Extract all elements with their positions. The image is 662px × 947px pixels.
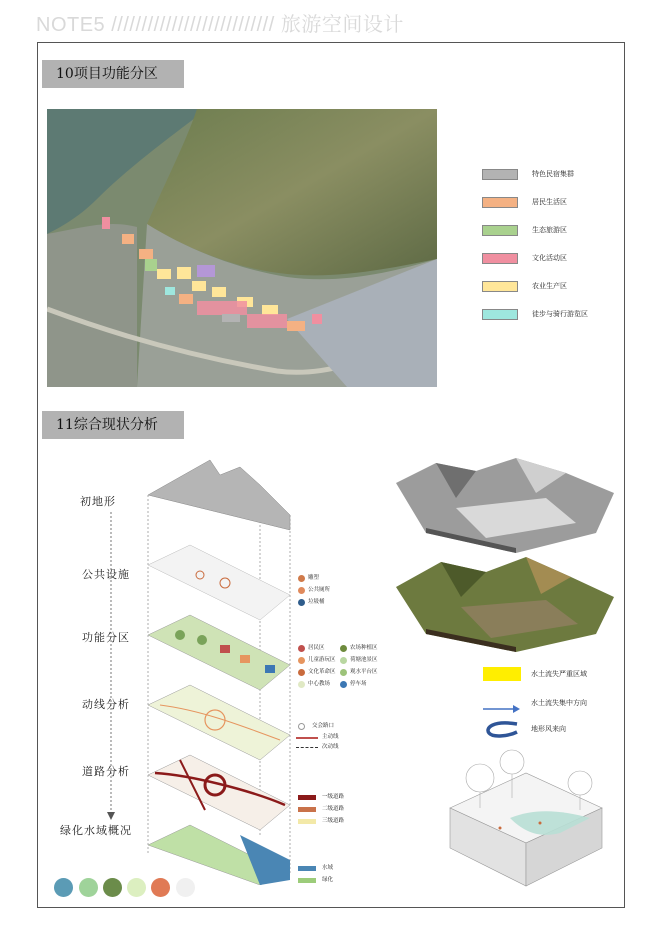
section-title-site-analysis: 11综合现状分析: [42, 411, 184, 439]
legend-label: 垃圾桶: [308, 599, 325, 605]
legend-label: 儿童游玩区: [308, 657, 336, 663]
palette-swatch: [151, 878, 170, 897]
legend-swatch: [482, 197, 518, 208]
section-title-functional-zoning: 10项目功能分区: [42, 60, 184, 88]
legend-label: 农场种植区: [350, 645, 378, 651]
palette-swatch: [127, 878, 146, 897]
legend-label: 停车场: [350, 681, 367, 687]
layer-label-roads: 道路分析: [82, 765, 130, 778]
erosion-direction-arrow-icon: [483, 699, 521, 709]
legend-label: 文化革命区: [308, 669, 336, 675]
legend-dot: [298, 645, 305, 652]
terrain-model-grayscale: [396, 453, 614, 553]
legend-dot: [298, 669, 305, 676]
layer-sequence-arrow: [107, 512, 115, 822]
layer-zones: [148, 615, 290, 690]
palette-swatch: [79, 878, 98, 897]
legend-label: 二级道路: [322, 806, 345, 812]
legend-swatch: [482, 309, 518, 320]
legend-label: 水土流失严重区域: [531, 670, 587, 678]
legend-label: 特色民宿集群: [532, 170, 574, 178]
legend-dot: [340, 681, 347, 688]
isometric-landscape-sketch: [440, 748, 612, 896]
severe-erosion-swatch: [483, 667, 521, 681]
legend-swatch: [482, 169, 518, 180]
palette-swatch: [103, 878, 122, 897]
legend-label: 文化活动区: [532, 254, 567, 262]
legend-label: 一级道路: [322, 794, 345, 800]
junction-icon: [298, 723, 305, 730]
legend-bar: [298, 866, 316, 871]
legend-swatch: [482, 253, 518, 264]
legend-label: 雕塑: [308, 575, 320, 581]
legend-label: 农业生产区: [532, 282, 567, 290]
legend-swatch: [482, 225, 518, 236]
legend-label: 中心教场: [308, 681, 331, 687]
legend-label: 居民生活区: [532, 198, 567, 206]
layer-terrain: [148, 460, 290, 530]
legend-dot: [298, 575, 305, 582]
legend-label: 次动线: [322, 744, 339, 750]
layer-label-circulation: 动线分析: [82, 698, 130, 711]
legend-label: 三级道路: [322, 818, 345, 824]
legend-dot: [298, 681, 305, 688]
legend-label: 荷塘池景区: [350, 657, 378, 663]
palette-swatch: [176, 878, 195, 897]
layer-facilities: [148, 545, 290, 620]
main-route-arrow-icon: [296, 737, 318, 739]
terrain-model-color: [396, 552, 614, 652]
layer-label-zones: 功能分区: [82, 631, 130, 644]
layer-stack-diagram: [140, 455, 300, 885]
page-header: NOTE5 /////////////////////////// 旅游空间设计: [36, 14, 404, 36]
legend-label: 地形风来向: [531, 725, 566, 733]
legend-bar: [298, 878, 316, 883]
legend-label: 生态旅游区: [532, 226, 567, 234]
legend-label: 水土流失集中方向: [531, 699, 587, 707]
legend-dot: [298, 657, 305, 664]
legend-dot: [340, 645, 347, 652]
legend-dot: [340, 657, 347, 664]
wind-direction-arrow-icon: [483, 720, 521, 738]
legend-bar: [298, 807, 316, 812]
layer-circulation: [148, 685, 290, 760]
palette-swatch: [54, 878, 73, 897]
legend-bar: [298, 795, 316, 800]
legend-dot: [340, 669, 347, 676]
legend-label: 居民区: [308, 645, 325, 651]
secondary-route-arrow-icon: [296, 747, 318, 748]
legend-dot: [298, 587, 305, 594]
legend-swatch: [482, 281, 518, 292]
layer-label-terrain: 初地形: [80, 495, 116, 508]
aerial-map-image: [47, 109, 437, 387]
legend-bar: [298, 819, 316, 824]
legend-label: 徒步与骑行游览区: [532, 310, 588, 318]
legend-label: 公共厕所: [308, 587, 331, 593]
legend-label: 观水平台区: [350, 669, 378, 675]
legend-label: 绿化: [322, 877, 334, 883]
layer-label-facilities: 公共设施: [82, 568, 130, 581]
layer-label-greenery: 绿化水域概况: [60, 824, 132, 837]
legend-label: 水域: [322, 865, 334, 871]
legend-label: 主动线: [322, 734, 339, 740]
legend-dot: [298, 599, 305, 606]
legend-label: 交会路口: [312, 723, 335, 729]
